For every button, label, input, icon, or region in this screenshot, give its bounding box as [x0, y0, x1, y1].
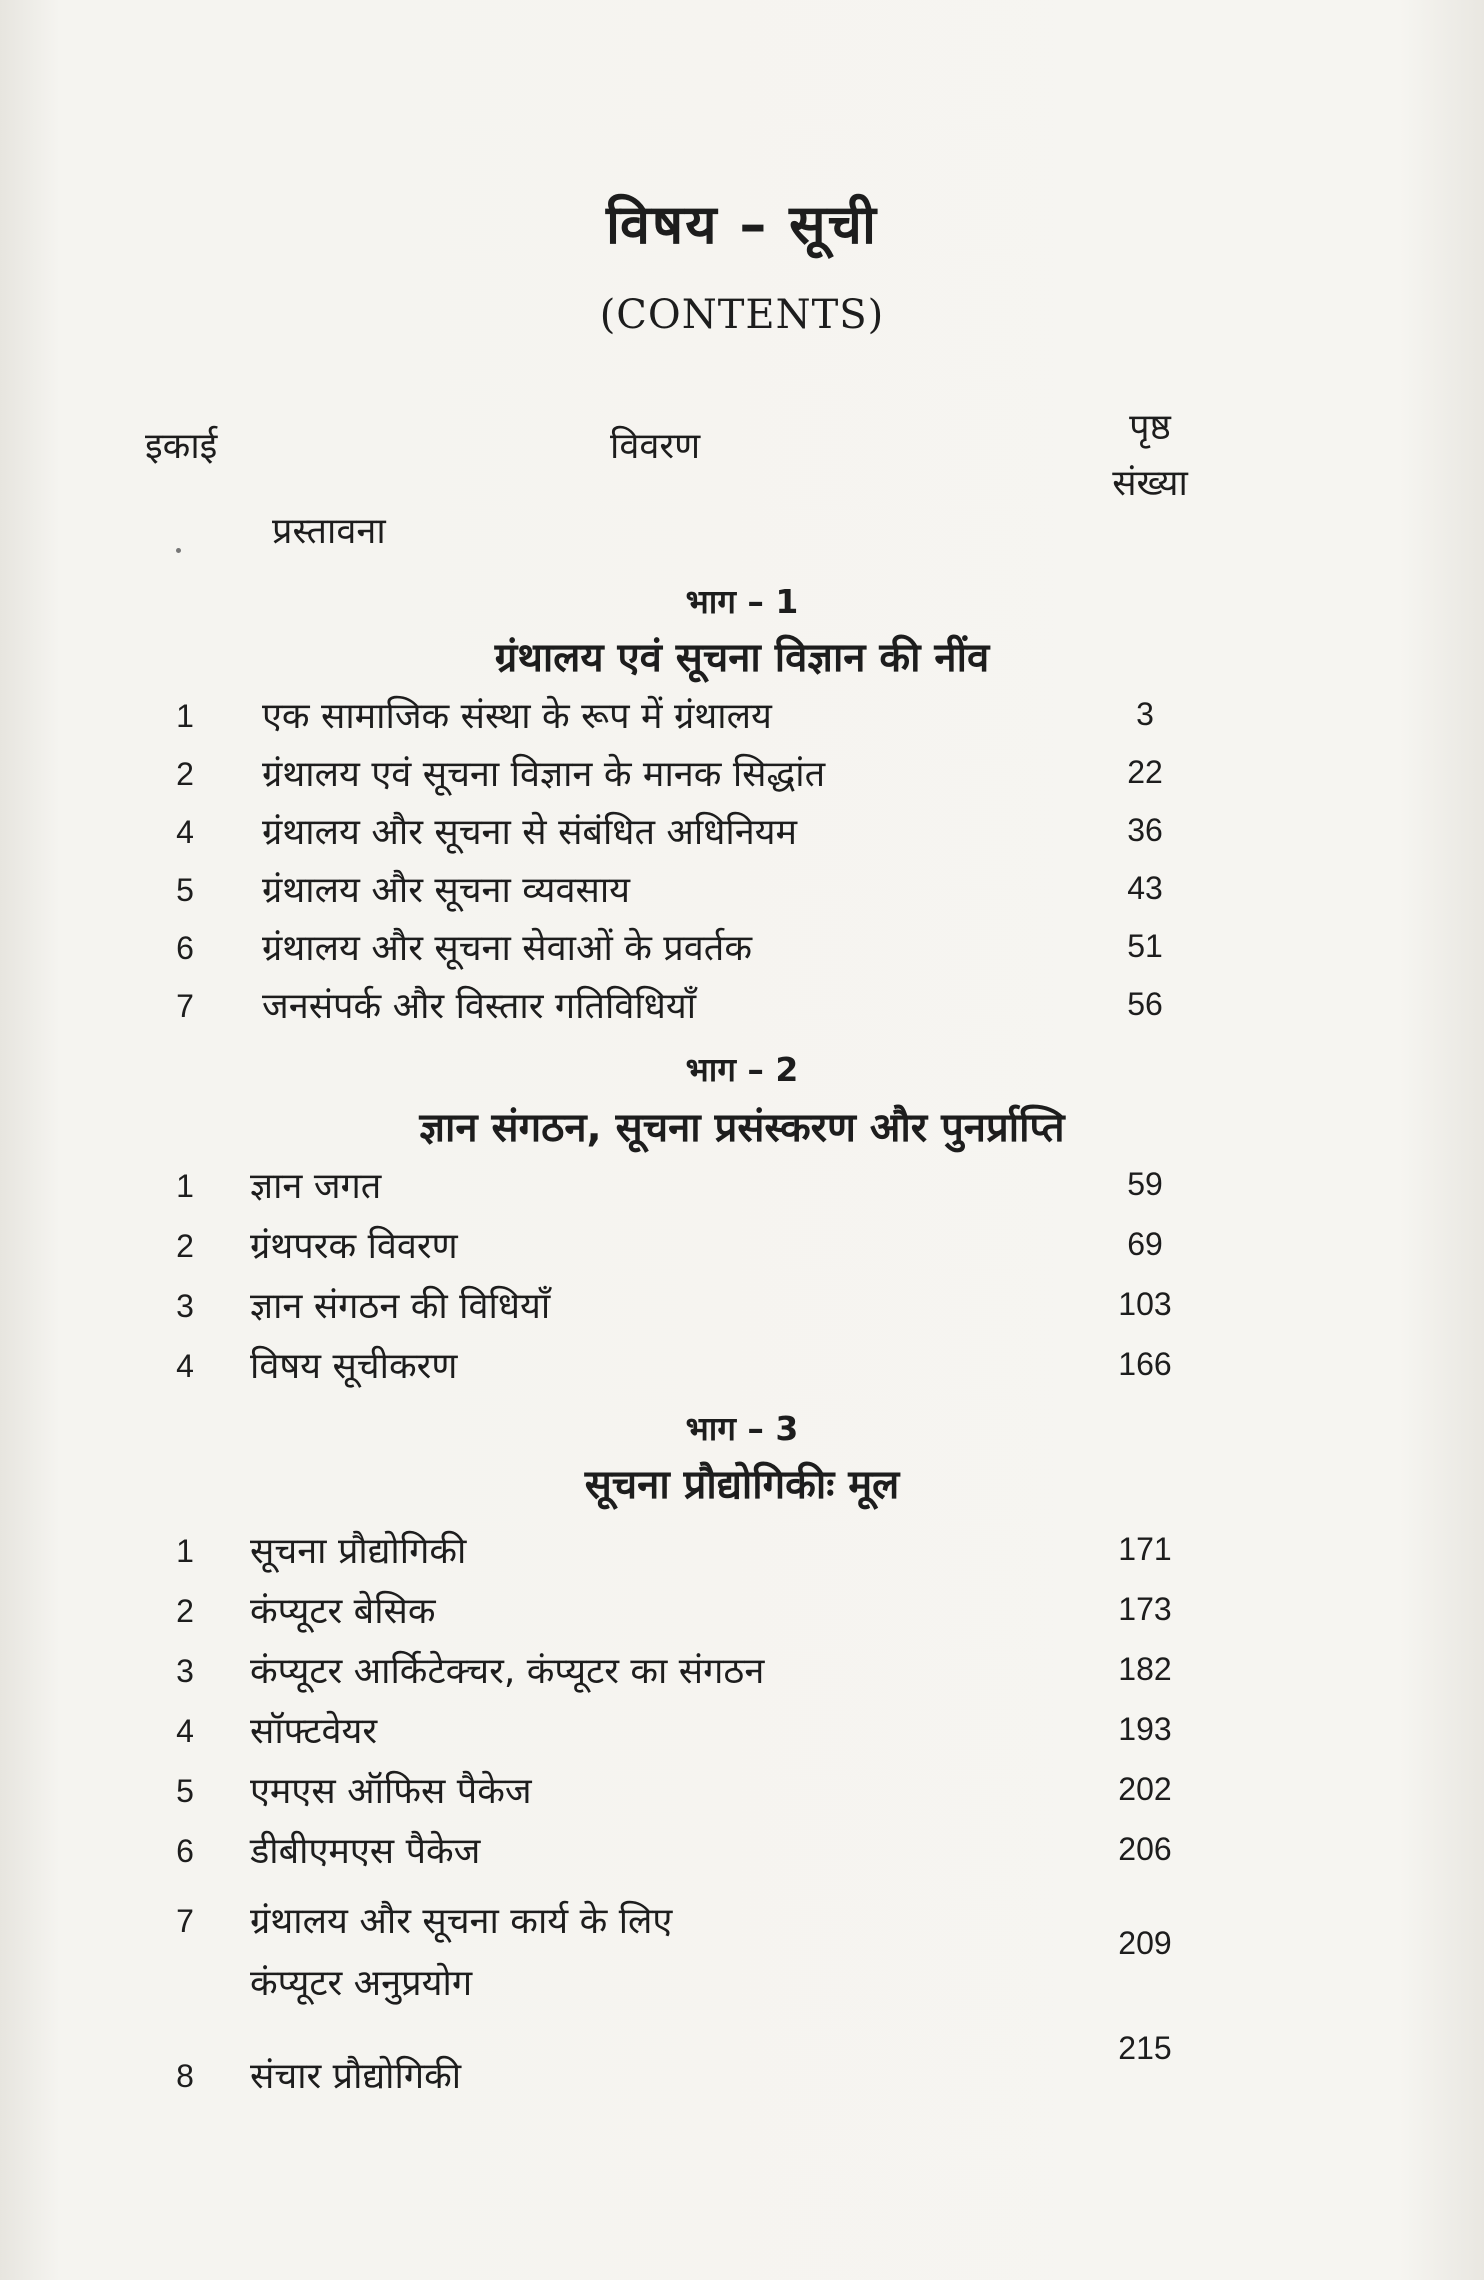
page-number: 36 — [1127, 812, 1163, 848]
unit-number: 1 — [176, 698, 194, 734]
page-number: 182 — [1118, 1651, 1172, 1687]
entry-title: कंप्यूटर बेसिक — [250, 1591, 436, 1632]
table-row — [0, 1825, 1484, 1879]
page-number: 22 — [1127, 754, 1163, 790]
unit-number: 7 — [176, 1903, 194, 1939]
preface-entry: प्रस्तावना — [272, 511, 386, 552]
entry-title: ग्रंथालय और सूचना व्यवसाय — [262, 870, 631, 911]
unit-number: 8 — [176, 2058, 194, 2094]
entry-title: जनसंपर्क और विस्तार गतिविधियाँ — [262, 986, 697, 1027]
table-row — [0, 1645, 1484, 1699]
table-row — [0, 2030, 1484, 2104]
entry-title: विषय सूचीकरण — [250, 1346, 458, 1387]
entry-title: कंप्यूटर आर्किटेक्चर, कंप्यूटर का संगठन — [250, 1651, 765, 1692]
entry-title: ज्ञान संगठन की विधियाँ — [250, 1286, 551, 1327]
entry-title: ज्ञान जगत — [250, 1166, 382, 1207]
page-number: 56 — [1127, 986, 1163, 1022]
unit-number: 1 — [176, 1168, 194, 1204]
unit-number: 7 — [176, 988, 194, 1024]
part-1-label: भाग – 1 — [685, 582, 799, 621]
page-number: 215 — [1118, 2030, 1172, 2066]
entry-title: ग्रंथालय एवं सूचना विज्ञान के मानक सिद्धांत — [262, 754, 826, 795]
page-number: 171 — [1118, 1531, 1172, 1567]
page-number: 69 — [1127, 1226, 1163, 1262]
part-3-label: भाग – 3 — [685, 1409, 799, 1448]
column-header-page: पृष्ठ संख्या — [1112, 407, 1188, 504]
entry-title: एक सामाजिक संस्था के रूप में ग्रंथालय — [262, 696, 772, 737]
unit-number: 4 — [176, 814, 194, 850]
table-row — [0, 806, 1484, 860]
page-number: 59 — [1127, 1166, 1163, 1202]
entry-title: ग्रंथपरक विवरण — [250, 1226, 458, 1267]
part-1-title: ग्रंथालय एवं सूचना विज्ञान की नींव — [494, 635, 990, 681]
unit-number: 3 — [176, 1288, 194, 1324]
page-number: 51 — [1127, 928, 1163, 964]
part-2-label: भाग – 2 — [685, 1050, 799, 1089]
unit-number: 4 — [176, 1713, 194, 1749]
table-row — [0, 748, 1484, 802]
table-row — [0, 1765, 1484, 1819]
table-row — [0, 1280, 1484, 1334]
entry-title-continued: कंप्यूटर अनुप्रयोग — [250, 1963, 473, 2004]
page-number: 173 — [1118, 1591, 1172, 1627]
unit-number: 2 — [176, 756, 194, 792]
page-number: 166 — [1118, 1346, 1172, 1382]
unit-number: 3 — [176, 1653, 194, 1689]
page-subtitle: (CONTENTS) — [599, 292, 885, 338]
unit-number: 6 — [176, 1833, 194, 1869]
table-row — [0, 1340, 1484, 1394]
entry-title: सॉफ्टवेयर — [250, 1711, 378, 1752]
unit-number: 6 — [176, 930, 194, 966]
entry-title: डीबीएमएस पैकेज — [250, 1831, 481, 1872]
entry-title: ग्रंथालय और सूचना कार्य के लिए — [250, 1901, 673, 1942]
page-number: 3 — [1136, 696, 1154, 732]
page-number: 103 — [1118, 1286, 1172, 1322]
table-row — [0, 1585, 1484, 1639]
unit-number: 1 — [176, 1533, 194, 1569]
unit-number: 5 — [176, 1773, 194, 1809]
table-row — [0, 1525, 1484, 1579]
entry-title: संचार प्रौद्योगिकी — [250, 2056, 462, 2097]
table-row — [0, 1705, 1484, 1759]
page-number: 202 — [1118, 1771, 1172, 1807]
page-number: 43 — [1127, 870, 1163, 906]
entry-title: एमएस ऑफिस पैकेज — [250, 1771, 532, 1812]
unit-number: 4 — [176, 1348, 194, 1384]
table-row — [0, 1895, 1484, 2015]
unit-number: 2 — [176, 1228, 194, 1264]
table-row — [0, 1220, 1484, 1274]
entry-title: सूचना प्रौद्योगिकी — [250, 1531, 467, 1572]
column-header-description: विवरण — [610, 426, 701, 467]
table-row — [0, 864, 1484, 918]
unit-number: 2 — [176, 1593, 194, 1629]
entry-title: ग्रंथालय और सूचना से संबंधित अधिनियम — [262, 812, 798, 853]
page-number: 206 — [1118, 1831, 1172, 1867]
unit-number: 5 — [176, 872, 194, 908]
table-row — [0, 922, 1484, 976]
page-number: 193 — [1118, 1711, 1172, 1747]
column-header-unit: इकाई — [145, 426, 218, 467]
page-number: 209 — [1118, 1925, 1172, 1961]
table-row — [0, 1160, 1484, 1214]
table-row — [0, 980, 1484, 1034]
part-2-title: ज्ञान संगठन, सूचना प्रसंस्करण और पुनर्प्राप्ति — [419, 1105, 1065, 1151]
table-row — [0, 690, 1484, 744]
stray-mark — [176, 548, 181, 553]
entry-title: ग्रंथालय और सूचना सेवाओं के प्रवर्तक — [262, 928, 752, 969]
part-3-title: सूचना प्रौद्योगिकीः मूल — [584, 1462, 900, 1508]
page-title: विषय – सूची — [606, 193, 878, 256]
